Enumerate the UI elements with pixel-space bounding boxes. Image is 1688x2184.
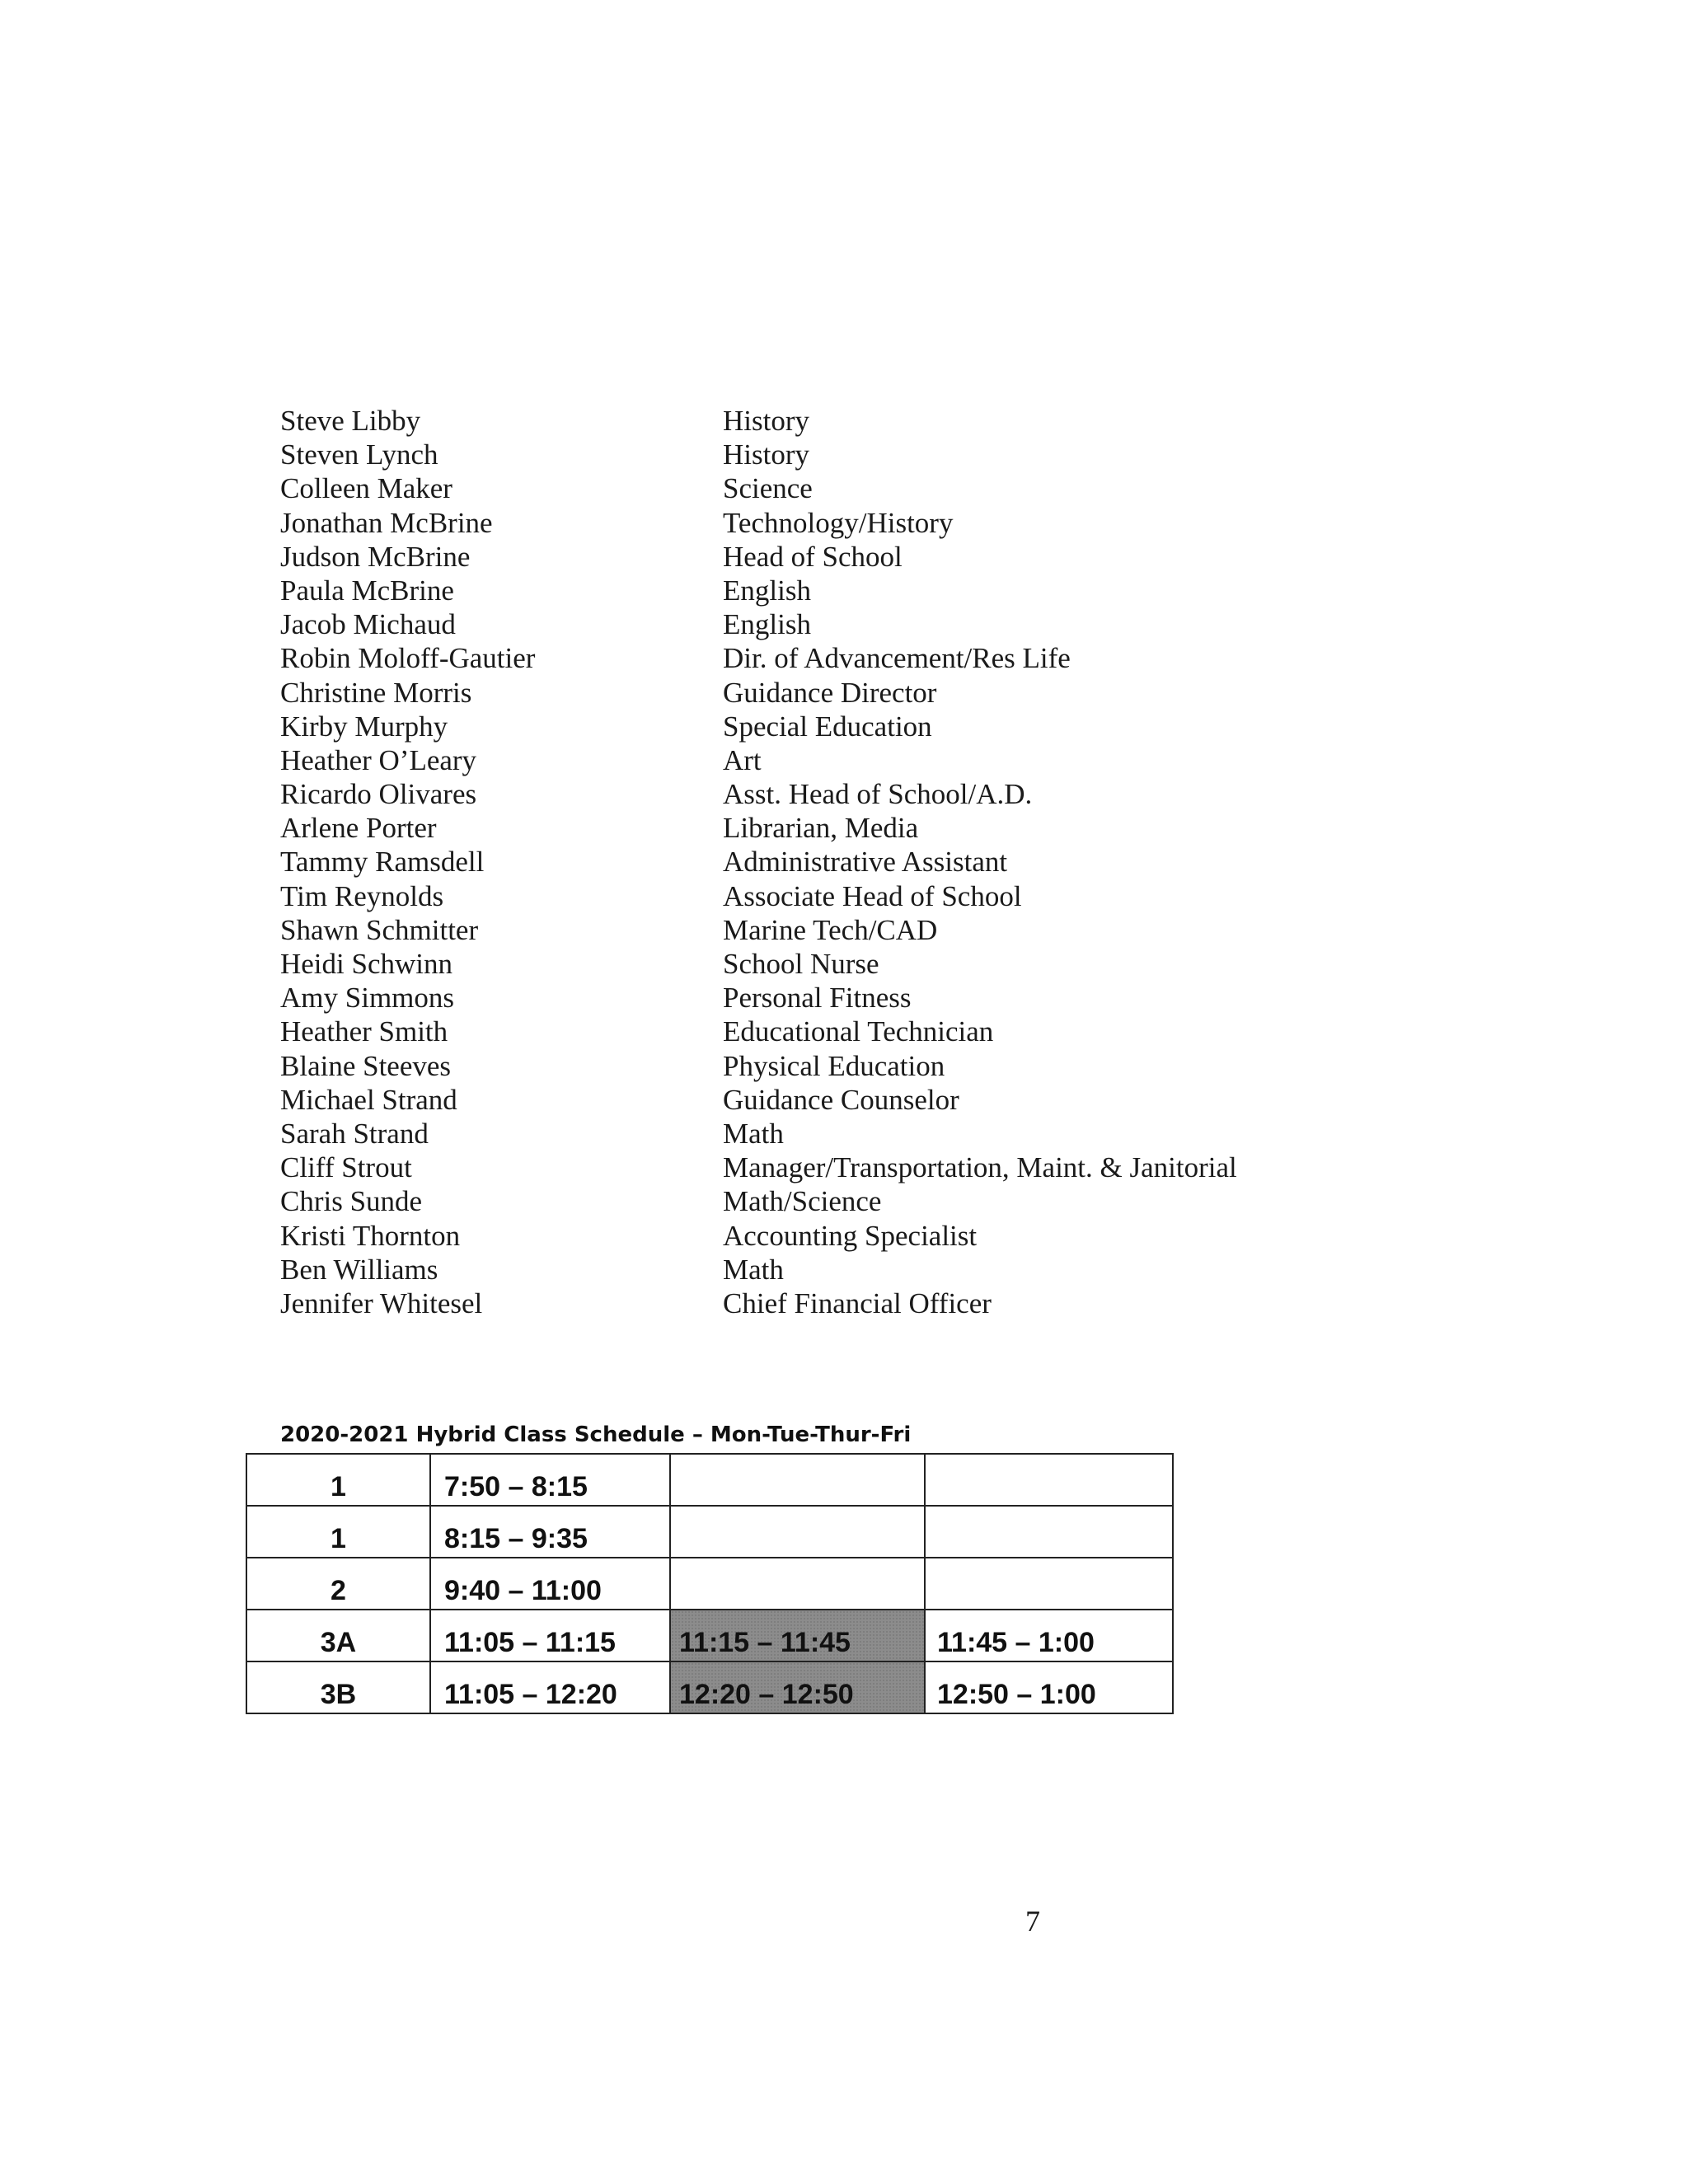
staff-name: Blaine Steeves — [280, 1049, 452, 1082]
staff-row — [280, 879, 1352, 913]
staff-row — [280, 1151, 1352, 1184]
staff-row — [280, 981, 1352, 1015]
staff-role: Marine Tech/CAD — [723, 913, 938, 946]
staff-name: Kristi Thornton — [280, 1219, 461, 1252]
staff-row — [280, 1184, 1352, 1218]
schedule-row — [246, 1558, 1173, 1610]
staff-name: Colleen Maker — [280, 472, 452, 505]
staff-row — [280, 506, 1352, 540]
staff-role: Educational Technician — [723, 1015, 994, 1048]
staff-row — [280, 641, 1352, 675]
schedule-period-cell: 1 — [246, 1454, 430, 1506]
staff-name: Cliff Strout — [280, 1151, 412, 1184]
staff-name: Ricardo Olivares — [280, 778, 477, 811]
schedule-row — [246, 1610, 1173, 1661]
schedule-title: 2020-2021 Hybrid Class Schedule – Mon-Tue-Thur-Fri — [280, 1422, 912, 1447]
staff-role: Math — [723, 1253, 784, 1286]
staff-role: Asst. Head of School/A.D. — [723, 778, 1033, 811]
staff-role: Personal Fitness — [723, 982, 912, 1015]
staff-row — [280, 913, 1352, 947]
staff-row — [280, 1049, 1352, 1083]
schedule-period-cell: 3B — [246, 1661, 430, 1713]
staff-name: Judson McBrine — [280, 540, 471, 573]
staff-role: Librarian, Media — [723, 812, 919, 845]
staff-role: History — [723, 438, 809, 471]
staff-directory — [280, 404, 1352, 1320]
staff-row — [280, 1219, 1352, 1253]
staff-row — [280, 743, 1352, 777]
schedule-period-cell: 3A — [246, 1610, 430, 1661]
staff-name: Paula McBrine — [280, 574, 454, 607]
staff-role: Accounting Specialist — [723, 1219, 978, 1252]
schedule-time-cell: 9:40 – 11:00 — [430, 1558, 670, 1610]
staff-role: Physical Education — [723, 1049, 945, 1082]
staff-row — [280, 438, 1352, 471]
staff-role: Science — [723, 472, 813, 505]
staff-row — [280, 845, 1352, 879]
staff-role: English — [723, 608, 811, 641]
schedule-row — [246, 1454, 1173, 1506]
staff-name: Arlene Porter — [280, 812, 437, 845]
class-schedule-table — [246, 1453, 1174, 1714]
staff-role: Manager/Transportation, Maint. & Janitorial — [723, 1151, 1237, 1184]
staff-name: Jonathan McBrine — [280, 506, 493, 539]
schedule-lunch-cell — [670, 1506, 925, 1558]
page-number: 7 — [1025, 1905, 1040, 1938]
staff-role: School Nurse — [723, 948, 879, 980]
staff-name: Steve Libby — [280, 405, 421, 437]
staff-row — [280, 777, 1352, 811]
staff-row — [280, 471, 1352, 505]
schedule-after-lunch-cell — [925, 1558, 1173, 1610]
staff-role: Head of School — [723, 540, 903, 573]
schedule-time-cell: 7:50 – 8:15 — [430, 1454, 670, 1506]
staff-name: Heather O’Leary — [280, 743, 477, 776]
staff-role: Art — [723, 743, 762, 776]
schedule-lunch-cell: 11:15 – 11:45 — [670, 1610, 925, 1661]
staff-row — [280, 1015, 1352, 1048]
staff-row — [280, 1253, 1352, 1286]
staff-role: Math — [723, 1117, 784, 1150]
staff-name: Kirby Murphy — [280, 710, 448, 743]
schedule-time-cell: 11:05 – 11:15 — [430, 1610, 670, 1661]
schedule-time-cell: 8:15 – 9:35 — [430, 1506, 670, 1558]
staff-role: Technology/History — [723, 506, 954, 539]
staff-name: Heidi Schwinn — [280, 948, 453, 980]
staff-name: Sarah Strand — [280, 1117, 429, 1150]
staff-role: Guidance Counselor — [723, 1083, 959, 1116]
staff-name: Christine Morris — [280, 676, 472, 709]
staff-name: Amy Simmons — [280, 982, 455, 1015]
schedule-after-lunch-cell: 11:45 – 1:00 — [925, 1610, 1173, 1661]
staff-role: Guidance Director — [723, 676, 937, 709]
staff-row — [280, 404, 1352, 438]
staff-name: Ben Williams — [280, 1253, 438, 1286]
staff-name: Tim Reynolds — [280, 879, 444, 912]
staff-row — [280, 1083, 1352, 1117]
staff-row — [280, 947, 1352, 981]
staff-row — [280, 676, 1352, 710]
staff-name: Robin Moloff-Gautier — [280, 642, 536, 675]
staff-name: Michael Strand — [280, 1083, 457, 1116]
staff-role: Dir. of Advancement/Res Life — [723, 642, 1071, 675]
staff-role: Associate Head of School — [723, 879, 1022, 912]
staff-role: Chief Financial Officer — [723, 1286, 992, 1319]
staff-row — [280, 710, 1352, 743]
staff-name: Shawn Schmitter — [280, 913, 479, 946]
staff-row — [280, 1286, 1352, 1320]
staff-role: Special Education — [723, 710, 932, 743]
staff-name: Tammy Ramsdell — [280, 846, 485, 879]
schedule-time-cell: 11:05 – 12:20 — [430, 1661, 670, 1713]
staff-name: Jennifer Whitesel — [280, 1286, 483, 1319]
staff-role: History — [723, 405, 809, 437]
schedule-row — [246, 1506, 1173, 1558]
schedule-after-lunch-cell: 12:50 – 1:00 — [925, 1661, 1173, 1713]
staff-role: Administrative Assistant — [723, 846, 1008, 879]
schedule-lunch-cell — [670, 1558, 925, 1610]
schedule-period-cell: 1 — [246, 1506, 430, 1558]
staff-row — [280, 574, 1352, 607]
staff-name: Jacob Michaud — [280, 608, 456, 641]
staff-row — [280, 811, 1352, 845]
staff-row — [280, 540, 1352, 574]
schedule-after-lunch-cell — [925, 1506, 1173, 1558]
schedule-lunch-cell: 12:20 – 12:50 — [670, 1661, 925, 1713]
schedule-row — [246, 1661, 1173, 1713]
staff-name: Chris Sunde — [280, 1185, 423, 1218]
staff-row — [280, 607, 1352, 641]
staff-role: English — [723, 574, 811, 607]
staff-role: Math/Science — [723, 1185, 882, 1218]
staff-row — [280, 1117, 1352, 1151]
schedule-lunch-cell — [670, 1454, 925, 1506]
schedule-after-lunch-cell — [925, 1454, 1173, 1506]
staff-name: Heather Smith — [280, 1015, 448, 1048]
staff-name: Steven Lynch — [280, 438, 438, 471]
schedule-period-cell: 2 — [246, 1558, 430, 1610]
